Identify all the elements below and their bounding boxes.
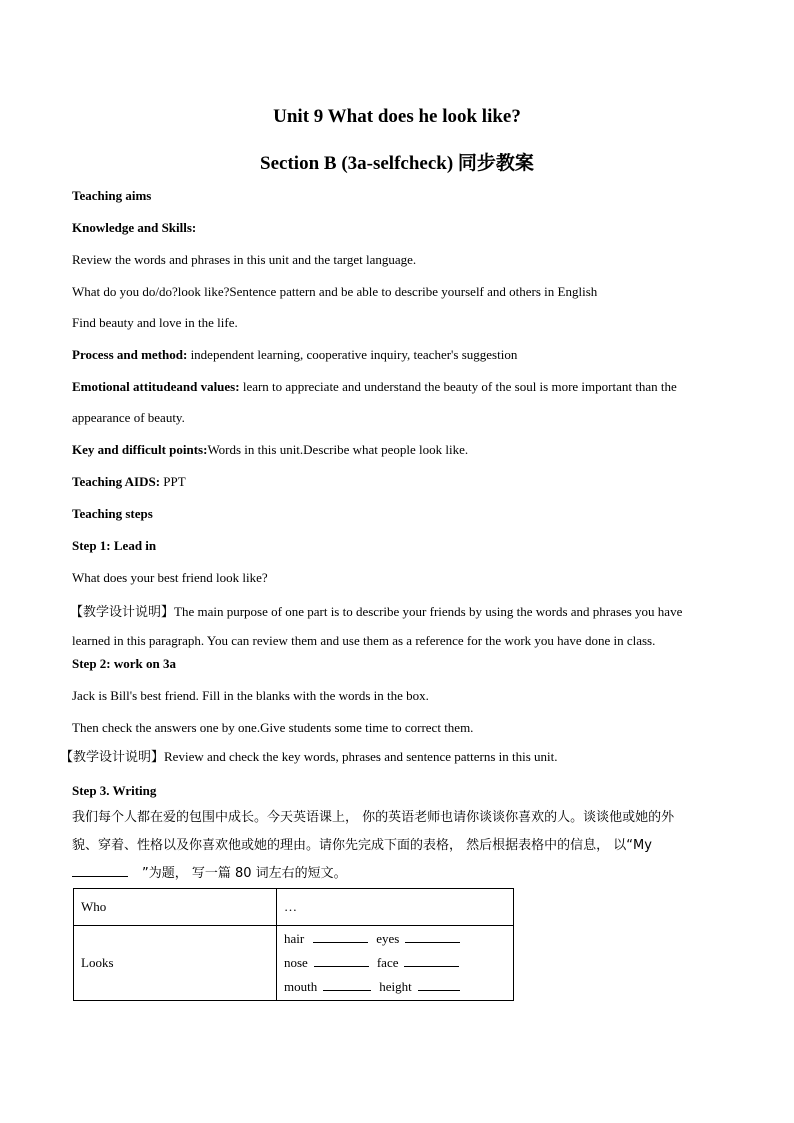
- key-points-text: Words in this unit.Describe what people look like.: [207, 442, 469, 457]
- item-eyes: eyes: [376, 931, 400, 946]
- aids-label: Teaching AIDS:: [72, 474, 161, 489]
- emotional-cont: appearance of beauty.: [72, 410, 185, 425]
- item-face: face: [376, 955, 399, 970]
- title-blank: [72, 866, 128, 877]
- aids-text: PPT: [160, 474, 186, 489]
- key-points-label: Key and difficult points:: [72, 442, 208, 457]
- looks-row-3: [284, 975, 512, 999]
- step2-line-2: Then check the answers one by one.Give students some time to correct them.: [72, 720, 474, 735]
- step1-note-tag: 【教学设计说明】: [70, 605, 175, 620]
- step3-cn-line-3: [72, 862, 347, 881]
- knowledge-heading: Knowledge and Skills:: [72, 220, 197, 235]
- step2-note-text: Review and check the key words, phrases and sentence patterns in this unit.: [164, 749, 558, 764]
- step3-cn-line-2: 貌、穿着、性格以及你喜欢他或她的理由。请你先完成下面的表格， 然后根据表格中的信息， 以“My: [72, 838, 652, 853]
- step3-cn-line-3-text: ”为题， 写一篇 80 词左右的短文。: [142, 866, 347, 881]
- looks-items-cell: [277, 926, 514, 1001]
- looks-row-2: [284, 951, 512, 975]
- looks-row-1: [284, 927, 512, 951]
- item-mouth: mouth: [284, 979, 318, 994]
- document-subtitle: Section B (3a-selfcheck) 同步教案: [260, 153, 534, 174]
- step1-heading: Step 1: Lead in: [72, 538, 157, 553]
- step3-cn-line-1: 我们每个人都在爱的包围中成长。今天英语课上， 你的英语老师也请你谈谈你喜欢的人。谈谈他或她的外: [72, 810, 675, 825]
- process-line: [72, 347, 517, 363]
- key-points-line: [72, 442, 468, 458]
- step1-note: [70, 601, 682, 620]
- eyes-blank[interactable]: [405, 932, 460, 943]
- step2-line-1: Jack is Bill's best friend. Fill in the blanks with the words in the box.: [72, 688, 429, 703]
- emotional-text: learn to appreciate and understand the beauty of the soul is more important than the: [239, 379, 677, 394]
- item-nose: nose: [284, 955, 308, 970]
- looks-label-cell: Looks: [74, 926, 277, 1001]
- nose-blank[interactable]: [314, 956, 369, 967]
- step3-heading: Step 3. Writing: [72, 783, 157, 798]
- who-label-cell: Who: [74, 889, 277, 926]
- document-title: Unit 9 What does he look like?: [273, 106, 521, 127]
- description-table: [73, 888, 514, 1001]
- emotional-line: [72, 379, 677, 395]
- step2-heading: Step 2: work on 3a: [72, 656, 177, 671]
- face-blank[interactable]: [404, 956, 459, 967]
- step2-note: [60, 746, 558, 765]
- step1-note-cont: learned in this paragraph. You can review them and use them as a reference for the work you have done in class.: [72, 633, 656, 648]
- process-label: Process and method:: [72, 347, 188, 362]
- teaching-steps-heading: Teaching steps: [72, 506, 153, 521]
- item-hair: hair: [284, 931, 305, 946]
- height-blank[interactable]: [418, 980, 460, 991]
- mouth-blank[interactable]: [323, 980, 371, 991]
- table-row-looks: [74, 926, 514, 1001]
- step2-note-tag: 【教学设计说明】: [60, 750, 165, 765]
- who-value-cell: …: [277, 889, 514, 926]
- hair-blank[interactable]: [313, 932, 368, 943]
- knowledge-line-3: Find beauty and love in the life.: [72, 315, 238, 330]
- aids-line: [72, 474, 186, 490]
- item-height: height: [379, 979, 412, 994]
- step1-question: What does your best friend look like?: [72, 570, 268, 585]
- knowledge-line-2: What do you do/do?look like?Sentence pattern and be able to describe yourself and others in English: [72, 284, 598, 299]
- teaching-aims-heading: Teaching aims: [72, 188, 152, 203]
- knowledge-line-1: Review the words and phrases in this unit and the target language.: [72, 252, 417, 267]
- step1-note-text: The main purpose of one part is to describe your friends by using the words and phrases you have: [174, 604, 683, 619]
- emotional-label: Emotional attitudeand values:: [72, 379, 240, 394]
- table-row-who: [74, 889, 514, 926]
- process-text: independent learning, cooperative inquiry, teacher's suggestion: [187, 347, 518, 362]
